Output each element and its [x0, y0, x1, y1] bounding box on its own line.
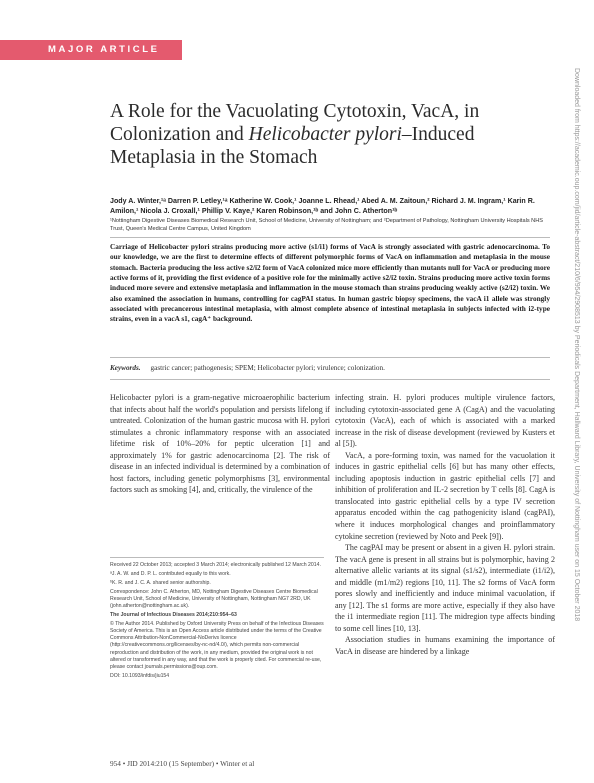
- author-list: Jody A. Winter,¹ᵃ Darren P. Letley,¹ᵃ Katherine W. Cook,¹ Joanne L. Rhead,¹ Abed A. M. Zaitoun,² Richard J. M. Ingram,¹ Karin R. Amilon,¹ Nicola J. Croxall,¹ Phillip V. Kaye,² Karen Robinson,¹ᵇ and John C. Atherton¹ᵇ: [110, 197, 535, 215]
- paragraph: The cagPAI may be present or absent in a given H. pylori strain. The vacA gene is present in all strains but is polymorphic, having 2 alternative allelic variants at its signal (s1/s2), intermediate (i1/i2), and middle (m1/m2) regions [10, 11]. The s2 forms of VacA form pores slowly and inefficiently and induce minimal vacuolation, if any [12]. The s1 forms are more active, especially if they also have the i1 intermediate region [11]. The midregion type affects binding to some cell lines [10, 13].: [335, 543, 555, 633]
- abstract-top-rule: [110, 237, 550, 238]
- article-type-label: MAJOR ARTICLE: [48, 44, 160, 55]
- keywords-rule: [110, 379, 550, 380]
- paragraph: VacA, a pore-forming toxin, was named for the vacuolation it induces in gastric epithelial cells [6] but has many other effects, including apoptosis induction in gastric epithelial cells [7] and inhibition of proliferation and IL-2 secretion by T cells [8]. CagA is translocated into gastric epithelial cells by a type IV secretion apparatus encoded within the cag pathogenicity island (cagPAI), where it induces morphological changes and proinflammatory cytokine secretion (reviewed by Noto and Peek [9]).: [335, 450, 555, 541]
- body-column-right: [335, 392, 555, 658]
- footnote-rule: [110, 557, 324, 558]
- abstract: Carriage of Helicobacter pylori strains producing more active (s1/i1) forms of VacA is strongly associated with gastric adenocarcinoma. To our knowledge, we are the first to determine effects of different polymorphic forms of VacA on inflammation and metaplasia in the mouse stomach. Bacteria producing the less active s2/i2 form of VacA colonized mice more efficiently than mutants null for VacA or producing more active forms of it, providing the first evidence of a positive role for the minimally active s2/i2 toxin. Strains producing more active toxin forms induced more severe and extensive metaplasia and inflammation in the mouse stomach than strains producing weakly active (s2/i2) toxin. We also examined the association in humans, controlling for cagPAI status. In human gastric biopsy specimens, the vacA i1 allele was strongly associated with precancerous intestinal metaplasia, with almost complete absence of intestinal metaplasia in subjects infected with i2-type strains, even in a vacA s1, cagA⁺ background.: [110, 242, 550, 324]
- download-watermark: Downloaded from https://academic.oup.com/jid/article-abstract/210/6/954/2908513 by Periodicals Department, Hallward Library, University of Nottingham user on 15 October 2018: [573, 68, 580, 622]
- paragraph: Helicobacter pylori is a gram-negative microaerophilic bacterium that infects about half the world's population and persists lifelong if untreated. Colonization of the human gastric mucosa with H. pylori stimulates a chronic inflammatory response with an associated lifetime risk of 10%–20% for peptic ulceration [1] and approximately 1% for gastric adenocarcinoma [2]. The risk of disease in an infected individual is determined by a combination of host factors, including genetic polymorphisms [3], environmental factors such as smoking [4], and, critically, the virulence of the: [110, 393, 330, 495]
- keywords-text: gastric cancer; pathogenesis; SPEM; Helicobacter pylori; virulence; colonization.: [150, 364, 385, 372]
- article-title: A Role for the Vacuolating Cytotoxin, VacA, in Colonization and Helicobacter pylori–Induced Metaplasia in the Stomach: [110, 101, 480, 168]
- body-column-left: [110, 392, 330, 496]
- abstract-bottom-rule: [110, 357, 550, 358]
- page-footer: 954 • JID 2014:210 (15 September) • Winter et al: [110, 759, 255, 768]
- footnotes: Received 22 October 2013; accepted 3 March 2014; electronically published 12 March 2014. ᵃJ. A. W. and D. P. L. contributed equally to this work. ᵇK. R. and J. C. A. shared senior authorship. Correspondence: John C. Atherton, MD, Nottingham Digestive Diseases Centre Biomedical Research Unit, School of Medicine, University of Nottingham, Nottingham NG7 2RD, UK (john.atherton@nottingham.ac.uk). The Journal of Infectious Diseases 2014;210:954–63 © The Author 2014. Published by Oxford University Press on behalf of the Infectious Diseases Society of America. This is an Open Access article distributed under the terms of the Creative Commons Attribution-NonCommercial-NoDerivs licence (http://creativecommons.org/licenses/by-nc-nd/4.0/), which permits non-commercial reproduction and distribution of the work, in any medium, provided the original work is not altered or transformed in any way, and that the work is properly cited. For commercial re-use, please contact journals.permissions@oup.com. DOI: 10.1093/infdis/jiu154: [110, 562, 324, 679]
- paragraph: Association studies in humans examining the importance of VacA in disease are hindered by a linkage: [335, 635, 555, 657]
- affiliations: ¹Nottingham Digestive Diseases Biomedical Research Unit, School of Medicine, University of Nottingham; and ²Department of Pathology, Nottingham University Hospitals NHS Trust, Queen's Medical Centre Campus, United Kingdom: [110, 218, 543, 232]
- article-type-band: [0, 40, 182, 60]
- keywords: [110, 364, 550, 372]
- paragraph: infecting strain. H. pylori produces multiple virulence factors, including cytotoxin-associated gene A (CagA) and the vacuolating cytotoxin (VacA), each of which is associated with a marked increase in the risk of disease development (reviewed by Kusters et al [5]).: [335, 393, 555, 449]
- keywords-label: Keywords.: [110, 364, 141, 372]
